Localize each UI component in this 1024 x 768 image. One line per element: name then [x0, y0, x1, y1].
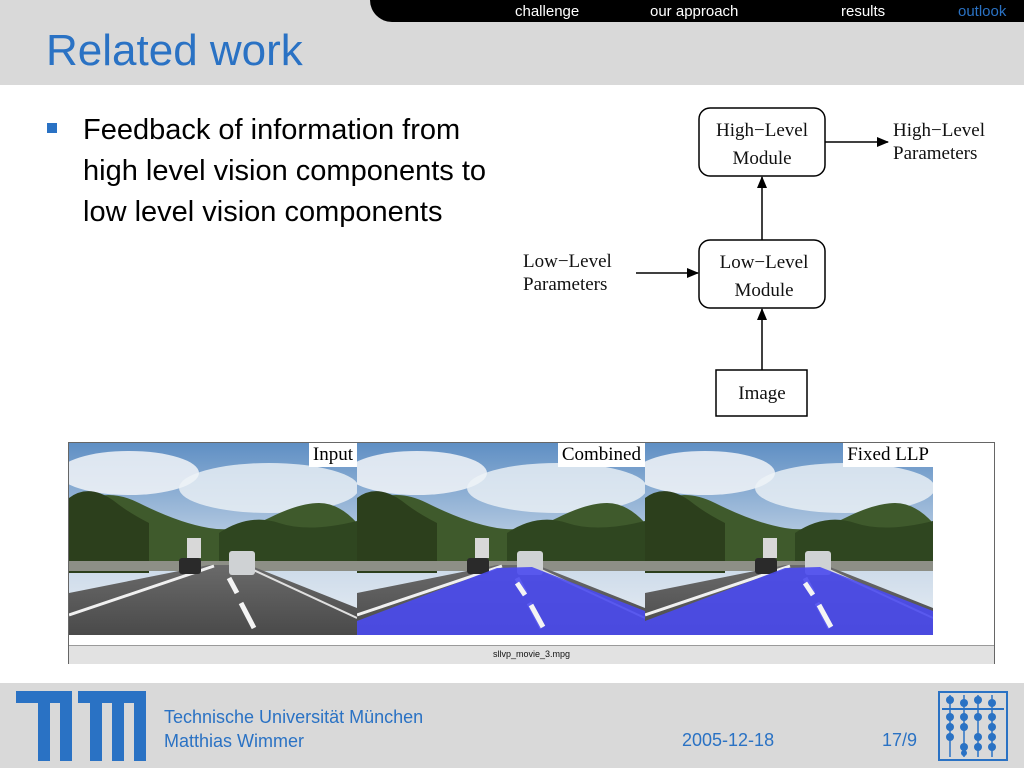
bullet-line: high level vision components to — [83, 155, 487, 187]
panel-label: Combined — [558, 443, 645, 467]
image-label: Image — [738, 383, 786, 404]
university-name: Technische Universität München — [164, 707, 424, 727]
slide-header — [0, 0, 1024, 85]
bullet-line: Feedback of information from — [83, 114, 461, 146]
panel-label: Input — [309, 443, 357, 467]
abacus-logo-icon — [938, 691, 1008, 761]
low-level-parameters-label: Parameters — [523, 274, 608, 295]
bullet-line: low level vision components — [83, 196, 443, 228]
nav-item-our-approach[interactable]: our approach — [650, 3, 739, 20]
nav-item-challenge[interactable]: challenge — [515, 3, 580, 20]
bullet-text — [83, 110, 583, 233]
feedback-diagram — [515, 100, 1015, 425]
video-panel-input — [69, 443, 357, 635]
video-panel-combined — [357, 443, 645, 635]
low-level-module-label: Low−Level — [719, 252, 809, 273]
road-scene-image — [645, 443, 933, 635]
slide-title: Related work — [46, 26, 303, 75]
panel-label: Fixed LLP — [843, 443, 933, 467]
nav-item-outlook[interactable]: outlook — [958, 3, 1007, 20]
square-bullet-icon — [47, 123, 57, 133]
page-number: 17/9 — [882, 730, 918, 750]
section-navigation — [370, 0, 1024, 22]
road-scene-image — [357, 443, 645, 635]
high-level-parameters-label: Parameters — [893, 143, 978, 164]
slide-footer — [0, 683, 1024, 768]
nav-item-results[interactable]: results — [841, 3, 886, 20]
low-level-module-label: Module — [734, 280, 794, 301]
low-level-parameters-label: Low−Level — [523, 251, 612, 272]
video-panel-fixed-llp — [645, 443, 933, 635]
video-player[interactable] — [68, 442, 995, 664]
high-level-module-label: Module — [732, 148, 792, 169]
tum-logo-icon — [16, 691, 146, 761]
video-caption-bar — [69, 645, 994, 664]
presentation-date: 2005-12-18 — [682, 730, 775, 750]
author-name: Matthias Wimmer — [164, 731, 305, 751]
road-scene-image — [69, 443, 357, 635]
video-filename: sllvp_movie_3.mpg — [492, 649, 571, 659]
high-level-parameters-label: High−Level — [893, 120, 985, 141]
high-level-module-label: High−Level — [716, 120, 808, 141]
